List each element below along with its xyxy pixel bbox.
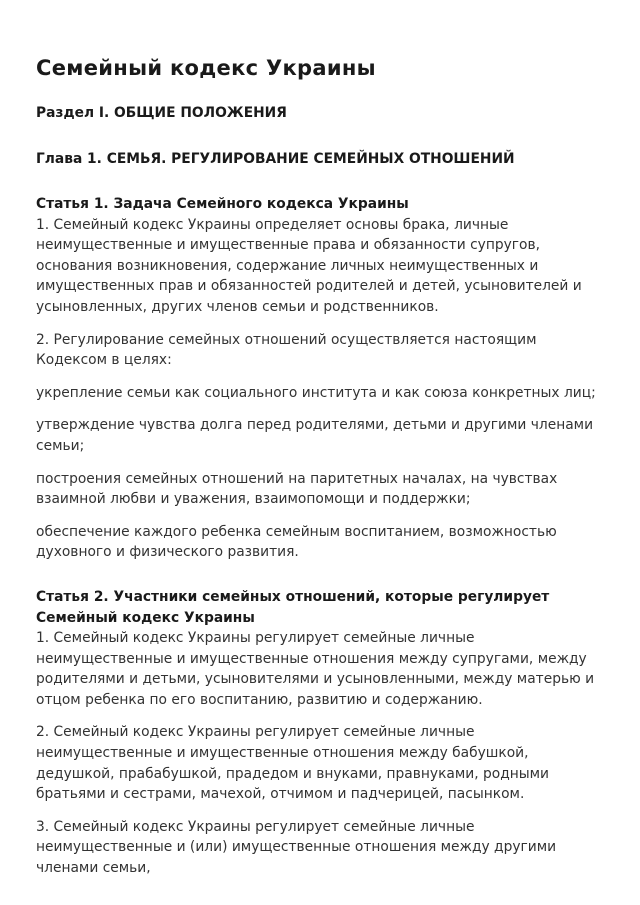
chapter-heading: Глава 1. СЕМЬЯ. РЕГУЛИРОВАНИЕ СЕМЕЙНЫХ ОТНОШЕНИЙ <box>36 151 515 167</box>
article-1-paragraph-6: обеспечение каждого ребенка семейным воспитанием, возможностью духовного и физического развития. <box>36 523 557 561</box>
article-1-heading: Статья 1. Задача Семейного кодекса Украины <box>36 196 409 212</box>
article-1 <box>36 194 606 563</box>
article-1-paragraph-5: построения семейных отношений на паритетных началах, на чувствах взаимной любви и уважения, взаимопомощи и поддержки; <box>36 470 558 508</box>
article-2-paragraph-2: 2. Семейный кодекс Украины регулирует семейные личные неимущественные и имущественные отношения между бабушкой, дедушкой, прабабушкой, прадедом и внуками, правнуками, родными братьями и сестрами, мачехой, отчимом и падчерицей, пасынком. <box>36 724 550 803</box>
article-2-heading: Статья 2. Участники семейных отношений, которые регулирует Семейный кодекс Украины <box>36 588 550 626</box>
article-2-paragraph-1: 1. Семейный кодекс Украины регулирует семейные личные неимущественные и имущественные отношения между супругами, между родителями и детьми, усыновителями и усыновленными, между матерью и отцом ребенка по его воспитанию, развитию и содержанию. <box>36 630 595 708</box>
article-1-paragraph-2: 2. Регулирование семейных отношений осуществляется настоящим Кодексом в целях: <box>36 331 537 369</box>
article-2-paragraph-3: 3. Семейный кодекс Украины регулирует семейные личные неимущественные и (или) имущественные отношения между другими членами семьи, <box>36 818 557 877</box>
article-1-paragraph-4: утверждение чувства долга перед родителями, детьми и другими членами семьи; <box>36 417 594 454</box>
section-heading: Раздел I. ОБЩИЕ ПОЛОЖЕНИЯ <box>36 105 287 121</box>
document-title: Семейный кодекс Украины <box>36 56 376 80</box>
article-1-paragraph-3: укрепление семьи как социального института и как союза конкретных лиц; <box>36 384 596 401</box>
article-1-paragraph-1: 1. Семейный кодекс Украины определяет основы брака, личные неимущественные и имущественные права и обязанности супругов, основания возникновения, содержание личных неимущественных и имущественных прав и обязанностей родителей и детей, усыновителей и усыновленных, других членов семьи и родственников. <box>36 216 582 315</box>
article-2 <box>36 587 606 879</box>
